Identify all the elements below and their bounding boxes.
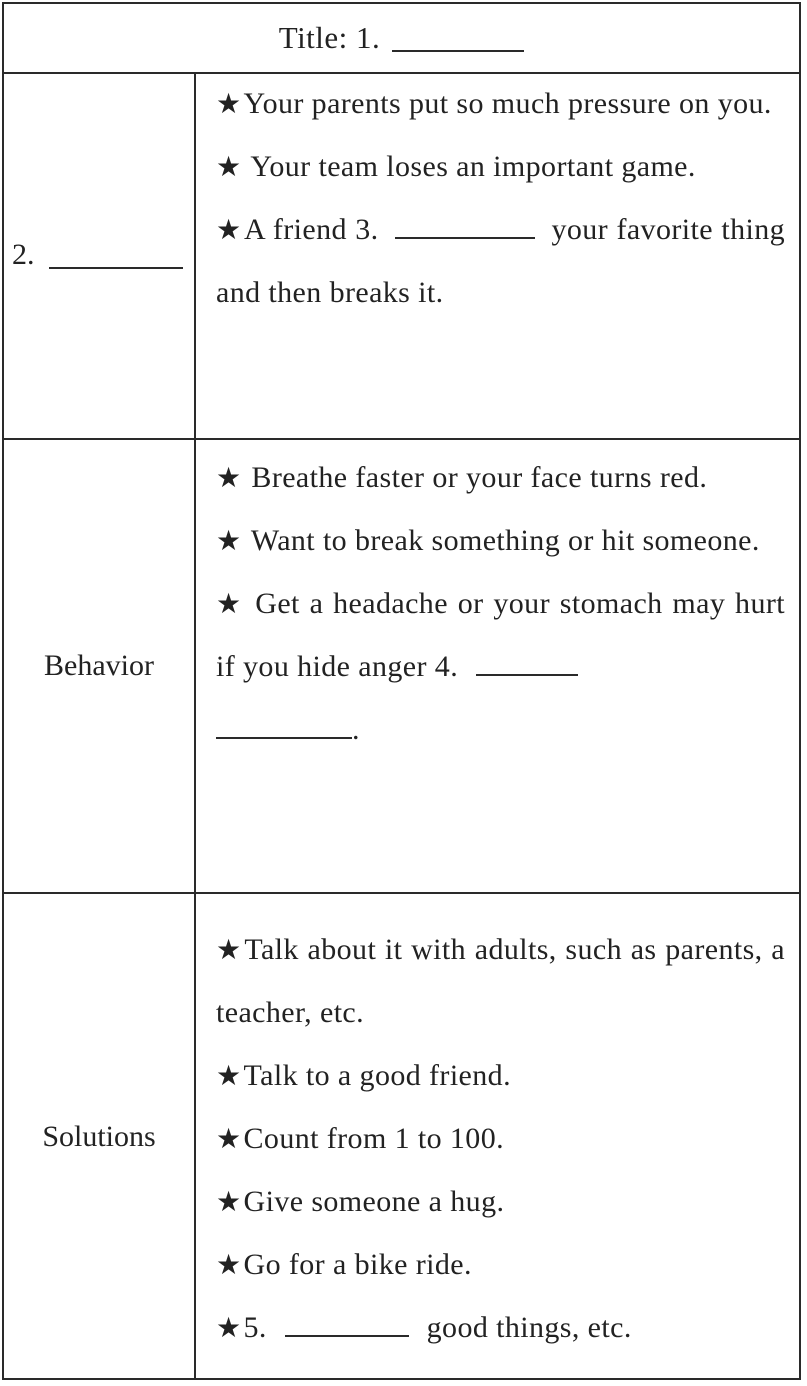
behavior-row [4, 440, 799, 894]
solutions-label-cell [4, 894, 196, 1380]
list-item [216, 135, 785, 198]
blank-4b[interactable] [216, 711, 352, 739]
solutions-label: Solutions [42, 1120, 156, 1153]
star-icon: ★ [216, 1122, 242, 1155]
item-text: your favorite thing and then breaks it. [216, 213, 786, 309]
item-text: Give someone a hug. [243, 1185, 505, 1218]
star-icon: ★ [216, 87, 242, 120]
worksheet-table [2, 2, 801, 1380]
item-text: Want to break something or hit someone. [250, 524, 760, 557]
star-icon: ★ [216, 150, 242, 183]
blank-3[interactable] [395, 211, 535, 239]
title-row [4, 4, 799, 74]
item-text: good things, etc. [426, 1311, 632, 1344]
star-icon: ★ [216, 461, 242, 494]
star-icon: ★ [216, 1311, 242, 1344]
star-icon: ★ [216, 1185, 242, 1218]
item-text: Get a headache or your stomach may hurt if you hide anger 4. [216, 587, 785, 683]
causes-label-cell [4, 72, 196, 438]
star-icon: ★ [216, 1248, 242, 1281]
list-item [216, 1107, 785, 1170]
star-icon: ★ [216, 1059, 242, 1092]
behavior-label: Behavior [44, 649, 154, 682]
item-text: 5. [243, 1311, 267, 1344]
item-text: A friend 3. [244, 213, 379, 246]
list-item [216, 918, 785, 1044]
star-icon: ★ [216, 213, 243, 246]
star-icon: ★ [216, 524, 242, 557]
item-text: Talk about it with adults, such as parents, a teacher, etc. [216, 933, 785, 1029]
star-icon: ★ [216, 587, 244, 620]
blank-1[interactable] [392, 24, 524, 52]
list-item [216, 1170, 785, 1233]
list-item [216, 1233, 785, 1296]
blank-2-number: 2. [12, 238, 35, 271]
solutions-row [4, 894, 799, 1380]
list-item [216, 446, 785, 509]
item-text: . [352, 713, 360, 746]
list-item [216, 509, 785, 572]
title-text: Title: 1. [278, 20, 381, 55]
list-item [216, 72, 785, 135]
blank-2[interactable] [49, 241, 183, 269]
item-text: Go for a bike ride. [243, 1248, 472, 1281]
list-item [216, 1044, 785, 1107]
item-text: Breathe faster or your face turns red. [251, 461, 708, 494]
item-text: Count from 1 to 100. [243, 1122, 505, 1155]
causes-content-cell [196, 72, 799, 438]
behavior-content-cell [196, 440, 799, 892]
item-text: Your parents put so much pressure on you. [243, 87, 772, 120]
causes-row [4, 72, 799, 440]
item-text: Your team loses an important game. [250, 150, 696, 183]
blank-4a[interactable] [476, 648, 578, 676]
list-item [216, 198, 785, 324]
list-item [216, 572, 785, 761]
behavior-label-cell [4, 440, 196, 892]
blank-5[interactable] [285, 1309, 409, 1337]
list-item [216, 1296, 785, 1359]
solutions-content-cell [196, 894, 799, 1380]
star-icon: ★ [216, 933, 243, 966]
item-text: Talk to a good friend. [243, 1059, 511, 1092]
